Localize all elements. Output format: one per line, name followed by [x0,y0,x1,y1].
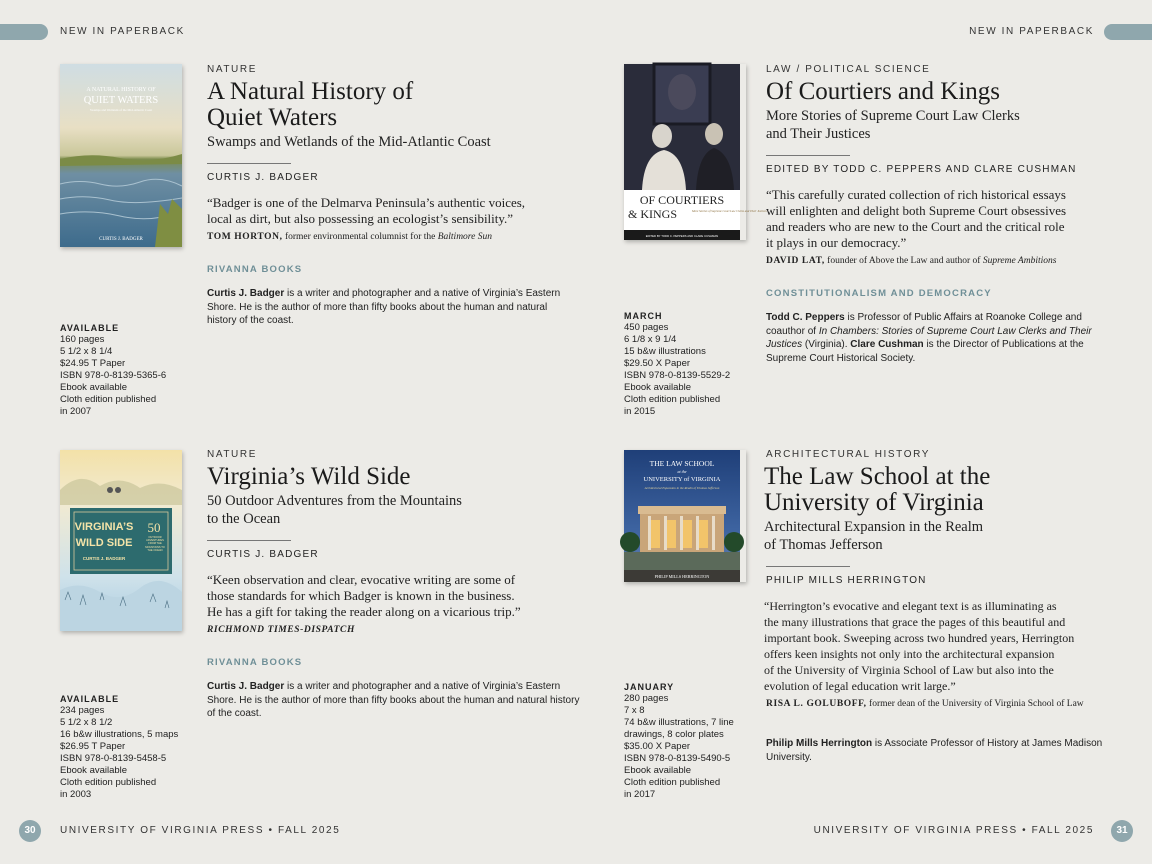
bio-name: Philip Mills Herrington [766,738,873,749]
quote-attribution [207,625,587,635]
cover-number: 50 [147,520,161,535]
spec-line: 74 b&w illustrations, 7 line [624,717,734,728]
cover-author: PHILIP MILLS HERRINGTON [654,574,710,579]
footer-right: UNIVERSITY OF VIRGINIA PRESS • FALL 2025 [813,825,1094,836]
subtitle-line: More Stories of Supreme Court Law Clerks [766,108,1020,124]
author-bio [766,737,1109,764]
cover-title-line-1: THE LAW SCHOOL [649,459,715,468]
bio-text: (Virginia). [804,339,848,350]
bio-text: is Associate Professor of History at James Madison University. [766,738,1103,763]
quote-line: those standards for which Badger is known in the business. [207,588,515,603]
quote-line: “Badger is one of the Delmarva Peninsula’s authentic voices, [207,195,526,210]
cover-title-line-2: at the [677,469,687,474]
quote-line: the many illustrations that grace the pages of this beautiful and [764,615,1066,629]
book-specs-law-school-uva [624,681,734,801]
book-specs-virginias-wild-side [60,693,178,801]
spec-line: $29.50 X Paper [624,358,691,369]
spec-line: 5 1/2 x 8 1/2 [60,717,113,728]
attribution-source: TOM HORTON, [207,232,283,242]
spec-line: in 2017 [624,789,656,800]
book-cover-quiet-waters[interactable] [60,64,182,247]
quote-line: “Keen observation and clear, evocative writing are some of [207,572,516,587]
cover-author: CURTIS J. BADGER [99,237,143,242]
spec-line: 15 b&w illustrations [624,346,706,357]
book-category: LAW / POLITICAL SCIENCE [766,64,931,75]
book-entry-courtiers-and-kings [766,64,1106,365]
spec-line: 450 pages [624,322,669,333]
bio-text: is a writer and photographer and a native of Virginia’s Eastern Shore. He is the author of more than fifty books about the human and natural history of the coast. [207,681,580,719]
title-line: Quiet Waters [207,104,338,131]
cover-art-courtiers-and-kings [624,64,767,240]
book-specs-courtiers-and-kings [624,310,730,418]
quote-line: He has a gift for taking the reader along on a vicarious trip.” [207,604,521,619]
book-category: NATURE [207,449,257,460]
bio-book-title: In Chambers: Stories of Supreme Court Law Clerks and Their Justices [766,325,1092,350]
book-author: CURTIS J. BADGER [207,549,319,560]
series-name: CONSTITUTIONALISM AND DEMOCRACY [766,288,992,299]
quote-line: of the University of Virginia School of Law but also into the [764,663,1054,677]
subtitle-line: 50 Outdoor Adventures from the Mountains [207,493,462,509]
review-quote [207,195,567,227]
attribution-role: former environmental columnist for the [284,232,436,242]
divider [766,155,850,156]
book-cover-virginias-wild-side[interactable] [60,450,182,631]
quote-attribution [207,232,567,242]
spec-line: ISBN 978-0-8139-5529-2 [624,370,731,381]
quote-line: it plays in our democracy.” [766,235,907,250]
subtitle-line: Architectural Expansion in the Realm [764,519,984,535]
quote-line: will enlighten and delight both Supreme Court obsessives [766,203,1067,218]
spec-line: drawings, 8 color plates [624,729,724,740]
subtitle-line: to the Ocean [207,511,281,527]
spec-line: 16 b&w illustrations, 5 maps [60,729,179,740]
author-bio [207,680,587,721]
spec-line: 160 pages [60,334,105,345]
spec-line: Cloth edition published [624,394,721,405]
book-cover-courtiers-and-kings[interactable] [624,64,767,240]
bio-name: Clare Cushman [850,339,924,350]
attribution-source: RISA L. GOLUBOFF, [766,699,867,709]
cover-title-line-1: OF COURTIERS [639,193,725,207]
availability-label: AVAILABLE [60,323,120,333]
book-category: ARCHITECTURAL HISTORY [766,449,930,460]
cover-editors: EDITED BY TODD C. PEPPERS AND CLARE CUSHMAN [645,234,719,238]
book-subtitle [764,518,1109,554]
spec-line: in 2003 [60,789,92,800]
book-title[interactable] [207,464,587,490]
cover-art-law-school-uva [624,450,740,582]
divider [207,163,291,164]
spec-line: 6 1/8 x 9 1/4 [624,334,677,345]
attribution-source: RICHMOND TIMES-DISPATCH [207,625,355,635]
spec-line: in 2007 [60,406,92,417]
attribution-publication: Baltimore Sun [437,232,492,242]
spec-line: Ebook available [60,382,128,393]
book-title[interactable] [766,79,1106,105]
cover-title-line-1: VIRGINIA’S [74,521,134,533]
title-line: The Law School at the [764,463,991,490]
bio-text: is the Director of Publications at the Supreme Court Historical Society. [766,339,1084,364]
page-number-right: 31 [1111,820,1133,842]
subtitle-line: of Thomas Jefferson [764,537,883,553]
divider [207,540,291,541]
cover-small-title: A NATURAL HISTORY OF [86,87,156,93]
spec-line: Ebook available [624,765,692,776]
spec-line: ISBN 978-0-8139-5490-5 [624,753,731,764]
availability-label: JANUARY [624,682,675,692]
book-specs-quiet-waters [60,322,166,418]
running-head-right: NEW IN PAPERBACK [969,26,1094,37]
bio-text: is Professor of Public Affairs at Roanoke College and coauthor of [766,312,1082,337]
attribution-source: DAVID LAT, [766,256,825,266]
title-line: Of Courtiers and Kings [766,78,1000,105]
spec-line: 234 pages [60,705,105,716]
cover-title-line-2: & KINGS [628,207,678,221]
review-quote [766,187,1106,251]
author-bio [766,311,1106,365]
book-subtitle [766,107,1106,143]
bio-name: Curtis J. Badger [207,288,285,299]
attribution-publication: Supreme Ambitions [982,256,1057,266]
availability-label: MARCH [624,311,663,321]
book-title[interactable] [207,79,567,131]
spec-line: $24.95 T Paper [60,358,126,369]
spec-line: in 2015 [624,406,656,417]
right-page-tab [1104,24,1152,40]
availability-label: AVAILABLE [60,694,120,704]
quote-line: “This carefully curated collection of rich historical essays [766,187,1066,202]
quote-line: “Herrington’s evocative and elegant text is as illuminating as [764,599,1057,613]
book-author: EDITED BY TODD C. PEPPERS AND CLARE CUSHMAN [766,164,1077,175]
subtitle-line: and Their Justices [766,126,871,142]
running-head-left: NEW IN PAPERBACK [60,26,185,37]
spec-line: 7 x 8 [624,705,645,716]
cover-title-line-2: WILD SIDE [75,537,133,549]
series-name: RIVANNA BOOKS [207,264,303,275]
page-number-left: 30 [19,820,41,842]
spec-line: 5 1/2 x 8 1/4 [60,346,113,357]
book-title[interactable] [764,464,1109,516]
footer-left: UNIVERSITY OF VIRGINIA PRESS • FALL 2025 [60,825,341,836]
review-quote [207,572,587,620]
title-line: A Natural History of [207,78,414,105]
cover-big-title: QUIET WATERS [83,95,159,106]
quote-attribution [766,256,1106,266]
book-subtitle [207,492,587,528]
cover-art-quiet-waters [60,64,182,247]
quote-line: offers keen insights not only into the architectural expansion [764,647,1055,661]
quote-line: evolution of legal education writ large.” [764,679,956,693]
spec-line: $35.00 X Paper [624,741,691,752]
spec-line: Ebook available [60,765,128,776]
book-author: PHILIP MILLS HERRINGTON [766,575,927,586]
book-cover-law-school-uva[interactable] [624,450,746,582]
book-entry-virginias-wild-side [207,449,587,721]
book-author: CURTIS J. BADGER [207,172,319,183]
bio-name: Todd C. Peppers [766,312,845,323]
review-quote [764,598,1109,694]
quote-attribution [766,699,1109,709]
spec-line: $26.95 T Paper [60,741,126,752]
left-page-tab [0,24,48,40]
book-entry-law-school-uva [764,449,1109,764]
spec-line: Cloth edition published [624,777,721,788]
spec-line: 280 pages [624,693,669,704]
book-category: NATURE [207,64,257,75]
cover-art-virginias-wild-side [60,450,182,631]
cover-subtitle: More Stories of Supreme Court Law Clerks and Their Justices [692,209,767,213]
spec-line: ISBN 978-0-8139-5365-6 [60,370,167,381]
book-entry-quiet-waters [207,64,567,328]
series-name: RIVANNA BOOKS [207,657,303,668]
bio-name: Curtis J. Badger [207,681,285,692]
bio-text: is a writer and photographer and a native of Virginia’s Eastern Shore. He is the author of more than fifty books about the human and natural history of the coast. [207,288,561,326]
cover-subtitle: Architectural Expansion in the Realm of Thomas Jefferson [644,486,720,490]
book-subtitle: Swamps and Wetlands of the Mid-Atlantic Coast [207,134,491,150]
quote-line: important book. Sweeping across two hundred years, Herrington [764,631,1075,645]
spec-line: Cloth edition published [60,394,157,405]
cover-subtitle: OUTDOOR ADVENTURES FROM THE MOUNTAINS TO THE OCEAN [145,536,165,552]
quote-line: and readers who are new to the Court and the critical role [766,219,1065,234]
attribution-role: former dean of the University of Virginia School of Law [869,699,1084,709]
title-line: University of Virginia [764,489,984,516]
spec-line: Cloth edition published [60,777,157,788]
title-line: Virginia’s Wild Side [207,463,411,490]
spec-line: Ebook available [624,382,692,393]
quote-line: local as dirt, but also possessing an ecologist’s sensibility.” [207,211,514,226]
cover-title-line-3: UNIVERSITY of VIRGINIA [643,476,721,483]
divider [766,566,850,567]
cover-subtitle: Swamps and Wetlands of the Mid-Atlantic Coast [89,108,153,112]
author-bio [207,287,567,328]
attribution-role: founder of Above the Law and author of [827,256,981,266]
cover-author: CURTIS J. BADGER [82,556,126,561]
spec-line: ISBN 978-0-8139-5458-5 [60,753,167,764]
